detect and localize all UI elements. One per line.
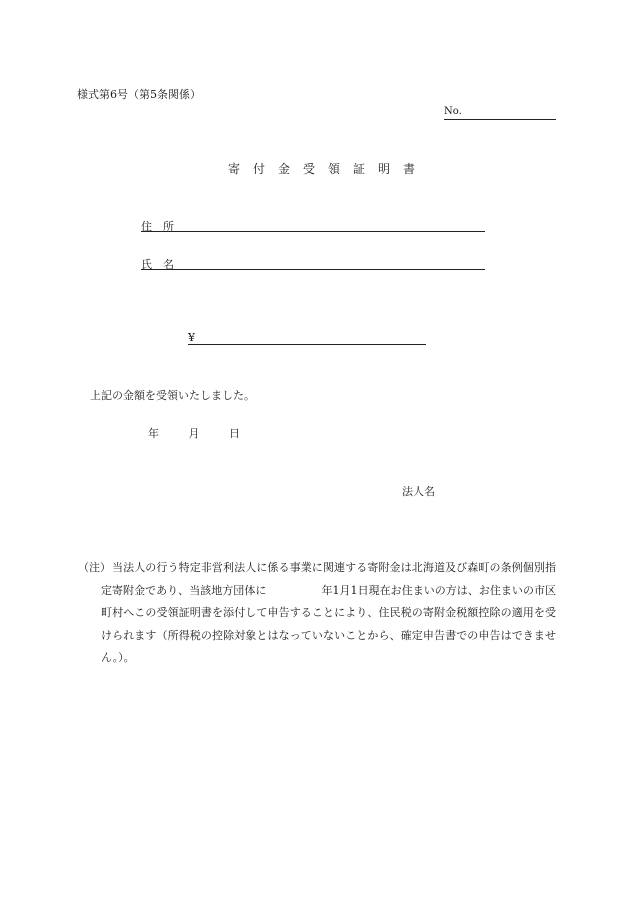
footnote-text: 当法人の行う特定非営利法人に係る事業に関連する寄附金は北海道及び森町の条例個別指定寄附金であり、当該地方団体に 年1月1日現在お住まいの方は、お住まいの市区町村へこの受領証明書を添付して申告することにより、住民税の寄附金税額控除の適用を受けられます（所得税の控除対象とはなっていないことから、確定申告書での申告はできません。）。 — [101, 561, 556, 664]
footnote-mark: （注） — [78, 561, 111, 574]
form-number: 様式第6号（第5条関係） — [77, 88, 201, 101]
address-label: 住所 — [141, 220, 185, 233]
corporation-name-label: 法人名 — [402, 485, 435, 498]
date-month-label: 月 — [188, 427, 200, 440]
date-row — [148, 425, 240, 441]
document-number-label: No. — [444, 106, 462, 117]
document-number-field[interactable] — [444, 106, 556, 120]
address-field[interactable] — [141, 230, 485, 232]
receipt-statement: 上記の金額を受領いたしました。 — [90, 389, 255, 402]
name-label: 氏名 — [141, 258, 185, 271]
page-title: 寄付金受領証明書 — [228, 162, 429, 176]
date-year-label: 年 — [148, 427, 159, 440]
amount-field[interactable] — [188, 331, 426, 345]
name-field[interactable] — [141, 268, 485, 270]
date-day-label: 日 — [229, 427, 240, 440]
yen-symbol: ¥ — [188, 331, 195, 344]
footnote — [78, 557, 556, 670]
